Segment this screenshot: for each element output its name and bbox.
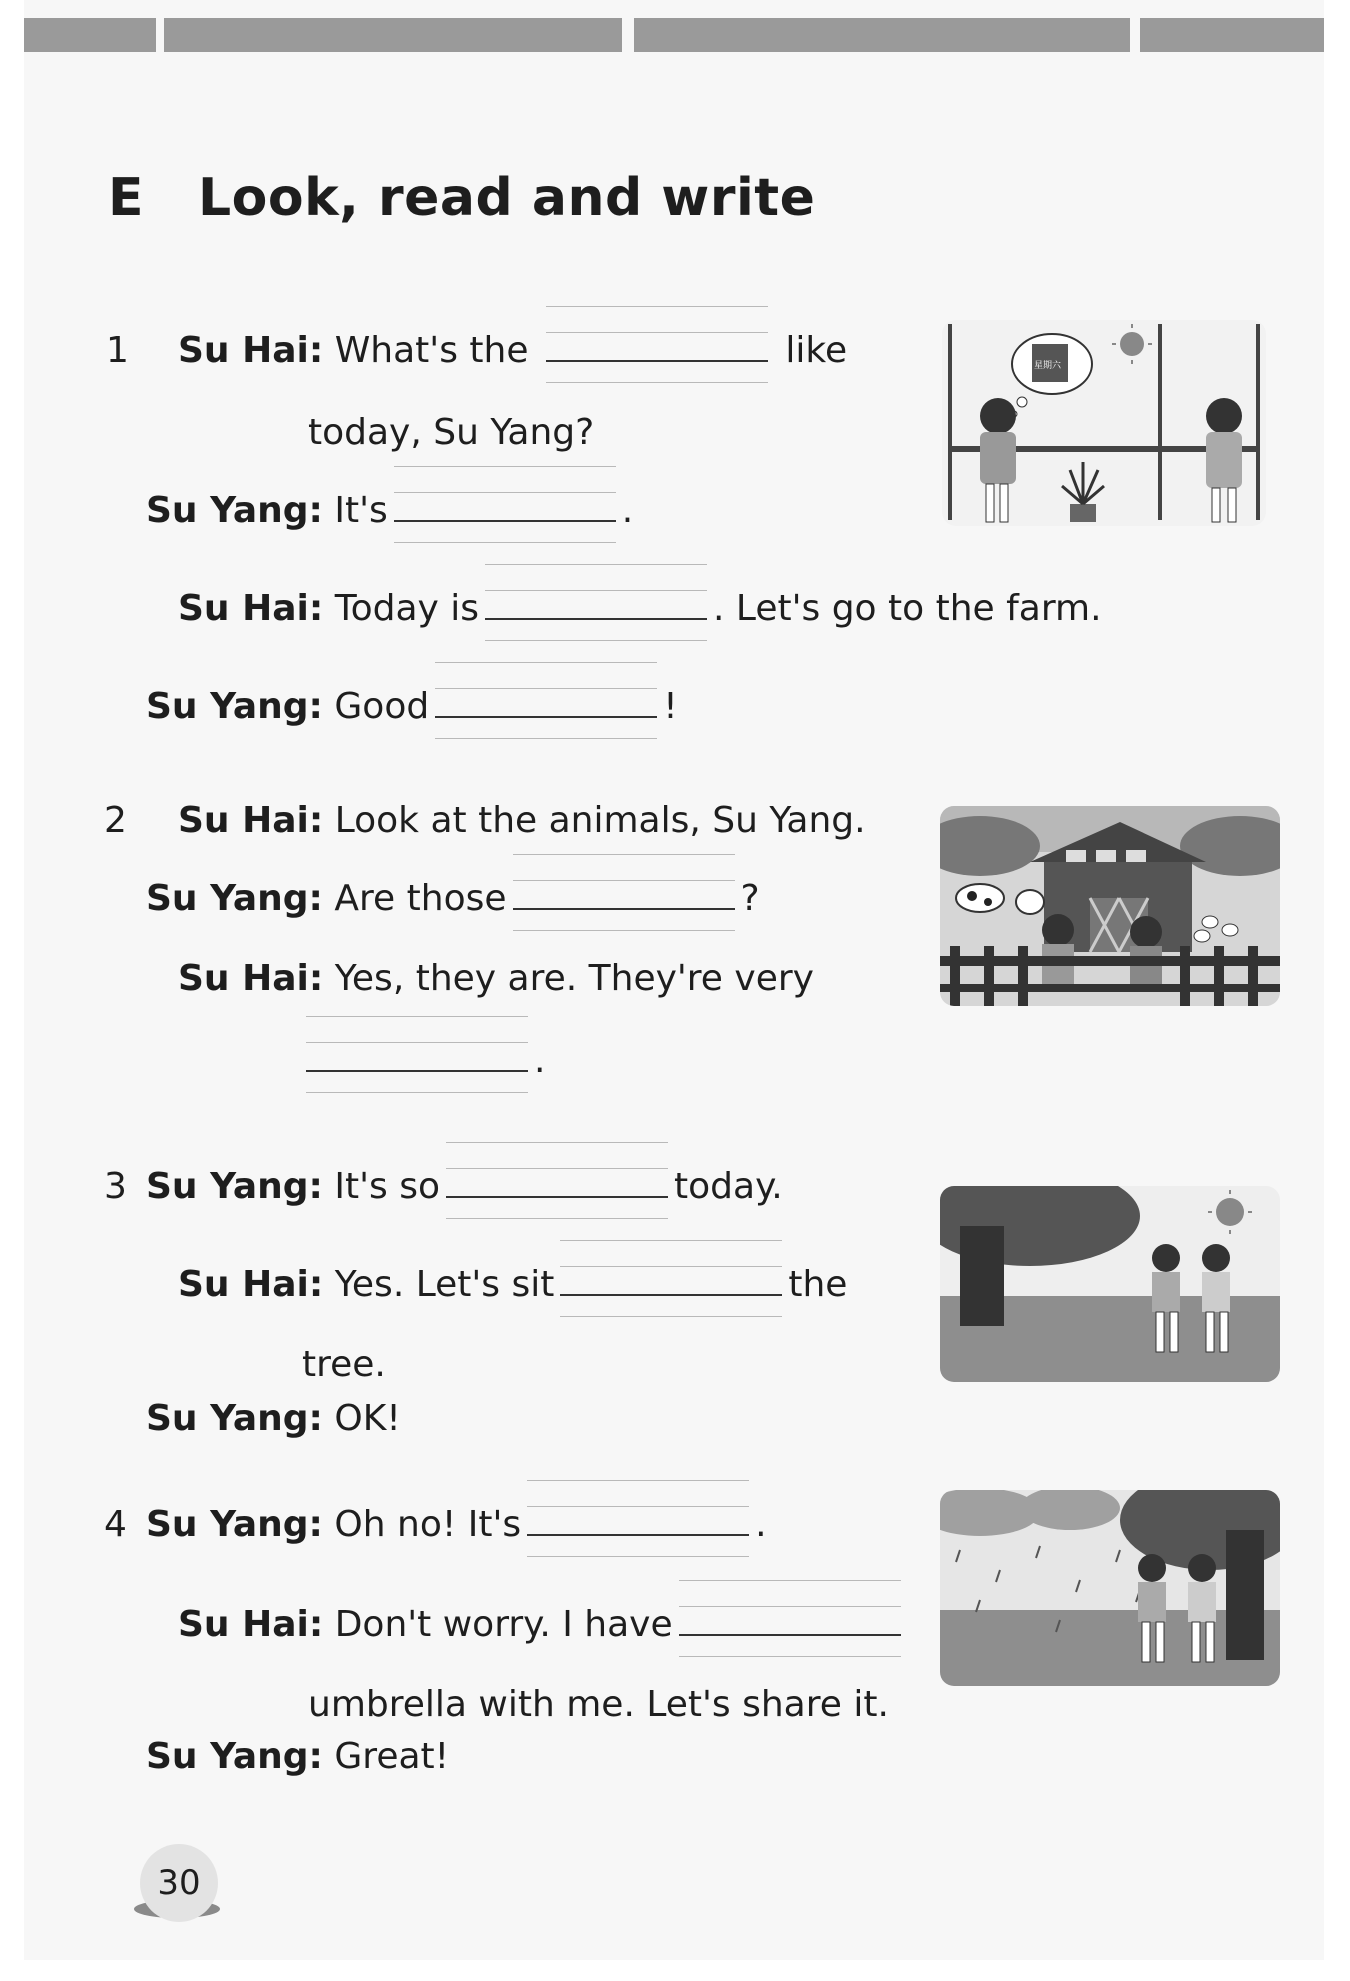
line-text: . [534,1040,546,1081]
dialogue-line [178,1604,907,1645]
section-title: Look, read and write [198,168,816,228]
speaker-label: Su Yang: [146,1166,323,1207]
speaker-label: Su Hai: [178,330,324,371]
dialogue-line [146,1398,401,1439]
exercise-number: 3 [104,1166,127,1207]
dialogue-line [308,1684,889,1725]
section-letter: E [108,168,145,228]
dialogue-line [146,686,678,727]
dialogue-line [178,1264,847,1305]
speaker-label: Su Hai: [178,1264,324,1305]
line-text: It's [334,490,388,531]
speaker-label: Su Yang: [146,1504,323,1545]
speaker-label: Su Yang: [146,1398,323,1439]
line-text: OK! [334,1398,401,1439]
tree-trunk [960,1226,1004,1326]
line-text: Yes. Let's sit [334,1264,555,1305]
dialogue-line [146,1736,449,1777]
speaker-label: Su Yang: [146,686,323,727]
dialogue-line [178,958,814,999]
line-text: today. [674,1166,783,1207]
line-text: . Let's go to the farm. [713,588,1102,629]
line-text: umbrella with me. Let's share it. [308,1684,889,1725]
line-text: Are those [334,878,507,919]
line-text: like [785,330,848,371]
speaker-label: Su Yang: [146,878,323,919]
line-text: today, Su Yang? [308,412,595,453]
answer-blank[interactable] [546,330,768,362]
line-text: . [755,1504,767,1545]
page-number: 30 [140,1844,218,1922]
answer-blank[interactable] [306,1040,528,1072]
tree-scene-picture [940,1186,1280,1382]
speaker-label: Su Hai: [178,800,324,841]
child-figure [1130,916,1162,948]
answer-blank[interactable] [485,588,707,620]
line-text: ? [740,878,760,919]
top-border-segment [634,18,1130,52]
line-text: Good [334,686,430,727]
sun-icon [1120,332,1144,356]
girl-figure [1138,1554,1166,1582]
plant-pot [1070,504,1096,522]
rain-scene-picture [940,1490,1280,1686]
line-text: Today is [334,588,480,629]
top-border-segment [164,18,622,52]
answer-blank[interactable] [679,1604,901,1636]
section-heading [108,168,815,228]
line-text: Yes, they are. They're very [334,958,814,999]
farm-scene-picture [940,806,1280,1006]
line-text: Oh no! It's [334,1504,522,1545]
sun-icon [1216,1198,1244,1226]
dialogue-line [178,800,866,841]
child-figure [1042,914,1074,946]
line-text: Don't worry. I have [334,1604,673,1645]
dialogue-line [178,588,1102,629]
top-border-segment [24,18,156,52]
line-text: tree. [302,1344,386,1385]
dialogue-line [308,412,594,453]
answer-blank[interactable] [560,1264,782,1296]
speaker-label: Su Hai: [178,1604,324,1645]
exercise-number: 4 [104,1504,127,1545]
speaker-label: Su Yang: [146,490,323,531]
girl-figure [1206,398,1242,434]
cow-figure [1016,890,1044,914]
svg-text:星期六: 星期六 [1034,361,1062,371]
speaker-label: Su Hai: [178,588,324,629]
line-text: What's the [334,330,529,371]
girl-figure [980,398,1016,434]
answer-blank[interactable] [446,1166,668,1198]
dialogue-line [178,330,847,371]
line-text: the [788,1264,848,1305]
top-border-segment [1140,18,1324,52]
answer-blank[interactable] [394,490,616,522]
dialogue-line [146,490,633,531]
girl-figure [1202,1244,1230,1272]
speaker-label: Su Yang: [146,1736,323,1777]
dialogue-line [300,1040,545,1081]
line-text: ! [663,686,678,727]
dialogue-line [146,1166,783,1207]
answer-blank[interactable] [513,878,735,910]
dialogue-line [302,1344,386,1385]
line-text: Great! [334,1736,450,1777]
girl-figure [1152,1244,1180,1272]
line-text: . [621,490,634,531]
cow-figure [956,884,1004,912]
dialogue-line [146,1504,767,1545]
dialogue-line [146,878,760,919]
speaker-label: Su Hai: [178,958,324,999]
exercise-number: 1 [106,330,129,371]
exercise-number: 2 [104,800,127,841]
tree-trunk [1226,1530,1264,1660]
line-text: It's so [334,1166,441,1207]
line-text: Look at the animals, Su Yang. [334,800,866,841]
answer-blank[interactable] [527,1504,749,1536]
window-scene-picture [942,320,1266,526]
answer-blank[interactable] [435,686,657,718]
girl-figure [1188,1554,1216,1582]
